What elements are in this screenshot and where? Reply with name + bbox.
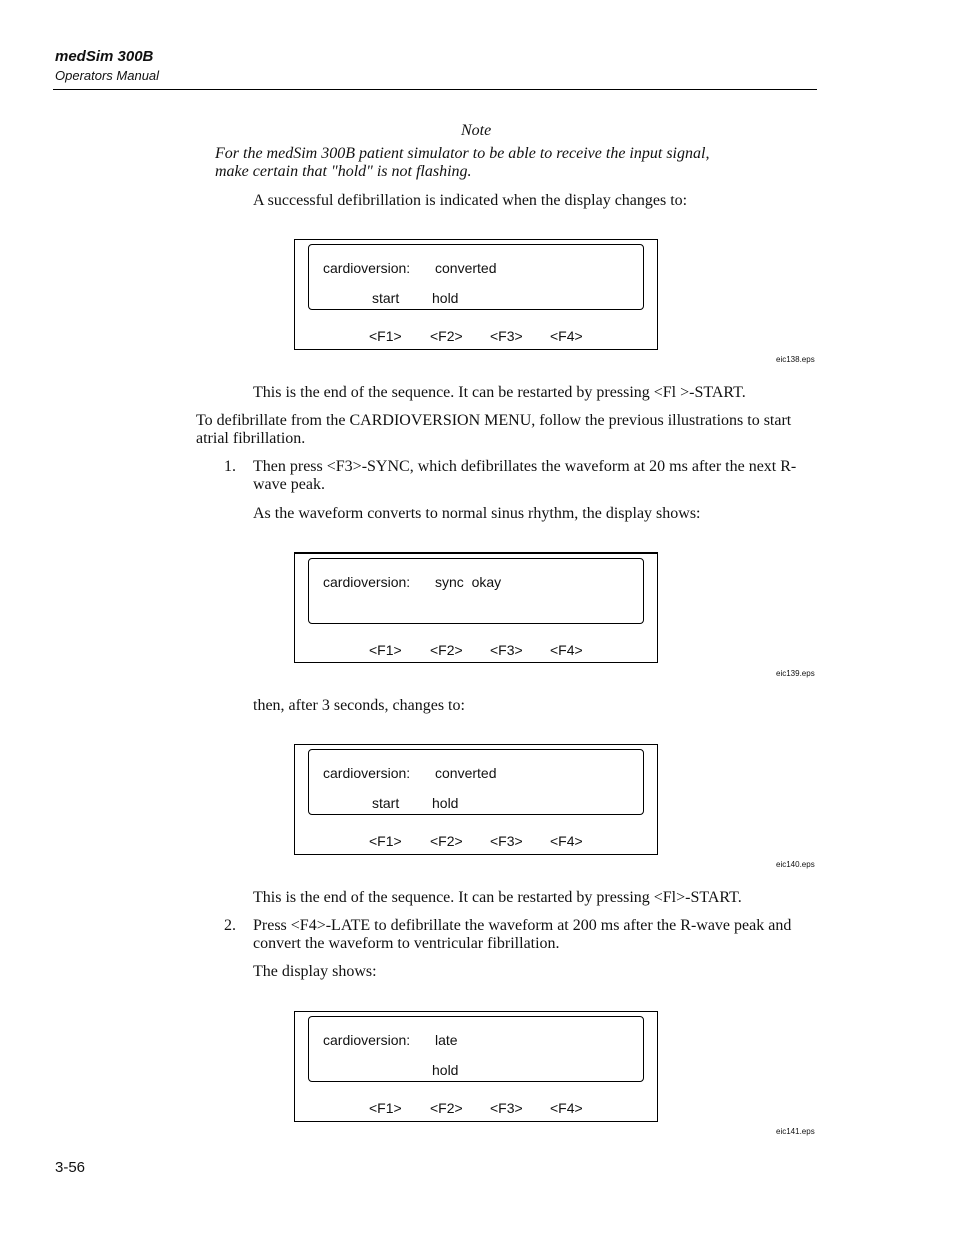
lcd-screen	[308, 749, 644, 815]
paragraph: This is the end of the sequence. It can be restarted by pressing <Fl>-START.	[253, 889, 742, 906]
paragraph: then, after 3 seconds, changes to:	[253, 697, 465, 714]
note-heading: Note	[461, 122, 492, 139]
manual-title: medSim 300B	[55, 48, 154, 65]
paragraph: A successful defibrillation is indicated when the display changes to:	[253, 192, 688, 209]
figure-id: eic138.eps	[776, 355, 815, 364]
function-key-f2: <F2>	[430, 328, 463, 344]
lcd-label: cardioversion:	[323, 1032, 411, 1048]
list-number: 1.	[224, 458, 236, 475]
paragraph: As the waveform converts to normal sinus rhythm, the display shows:	[253, 505, 701, 522]
lcd-softkey-label: hold	[432, 290, 459, 306]
figure-id: eic140.eps	[776, 860, 815, 869]
lcd-label: cardioversion:	[323, 765, 411, 781]
paragraph: This is the end of the sequence. It can be restarted by pressing <Fl >-START.	[253, 384, 746, 401]
function-key-f2: <F2>	[430, 642, 463, 658]
function-key-f2: <F2>	[430, 833, 463, 849]
page-number: 3-56	[55, 1159, 86, 1176]
list-number: 2.	[224, 917, 236, 934]
lcd-softkey-label: hold	[432, 1062, 459, 1078]
function-key-f3: <F3>	[490, 833, 523, 849]
lcd-status: converted	[435, 260, 497, 276]
lcd-display-converted	[294, 239, 658, 350]
lcd-display-sync-okay	[294, 552, 658, 663]
manual-subtitle: Operators Manual	[55, 68, 160, 83]
list-item-text: Then press <F3>-SYNC, which defibrillates the waveform at 20 ms after the next R-wave peak.	[253, 458, 797, 493]
lcd-softkey-label: start	[372, 290, 400, 306]
lcd-screen	[308, 1016, 644, 1082]
lcd-softkey-label: start	[372, 795, 400, 811]
lcd-label: cardioversion:	[323, 260, 411, 276]
lcd-status: late	[435, 1032, 458, 1048]
lcd-display-converted	[294, 744, 658, 855]
lcd-softkey-label: hold	[432, 795, 459, 811]
function-key-f3: <F3>	[490, 328, 523, 344]
note-text: For the medSim 300B patient simulator to be able to receive the input signal, make certain that "hold" is not flashing.	[215, 145, 710, 180]
header-divider	[53, 89, 817, 90]
figure-id: eic141.eps	[776, 1127, 815, 1136]
lcd-display-late	[294, 1011, 658, 1122]
function-key-f4: <F4>	[550, 1100, 583, 1116]
lcd-status: converted	[435, 765, 497, 781]
function-key-f4: <F4>	[550, 642, 583, 658]
function-key-f1: <F1>	[369, 833, 402, 849]
lcd-status: sync okay	[435, 574, 502, 590]
paragraph: The display shows:	[253, 963, 377, 980]
function-key-f1: <F1>	[369, 642, 402, 658]
function-key-f2: <F2>	[430, 1100, 463, 1116]
function-key-f3: <F3>	[490, 642, 523, 658]
lcd-screen	[308, 558, 644, 624]
paragraph: To defibrillate from the CARDIOVERSION MENU, follow the previous illustrations to start atrial fibrillation.	[196, 412, 792, 447]
lcd-screen	[308, 244, 644, 310]
function-key-f1: <F1>	[369, 1100, 402, 1116]
lcd-label: cardioversion:	[323, 574, 411, 590]
function-key-f4: <F4>	[550, 328, 583, 344]
function-key-f4: <F4>	[550, 833, 583, 849]
function-key-f3: <F3>	[490, 1100, 523, 1116]
function-key-f1: <F1>	[369, 328, 402, 344]
figure-id: eic139.eps	[776, 669, 815, 678]
list-item-text: Press <F4>-LATE to defibrillate the waveform at 200 ms after the R-wave peak and convert the waveform to ventricular fibrillation.	[253, 917, 792, 952]
